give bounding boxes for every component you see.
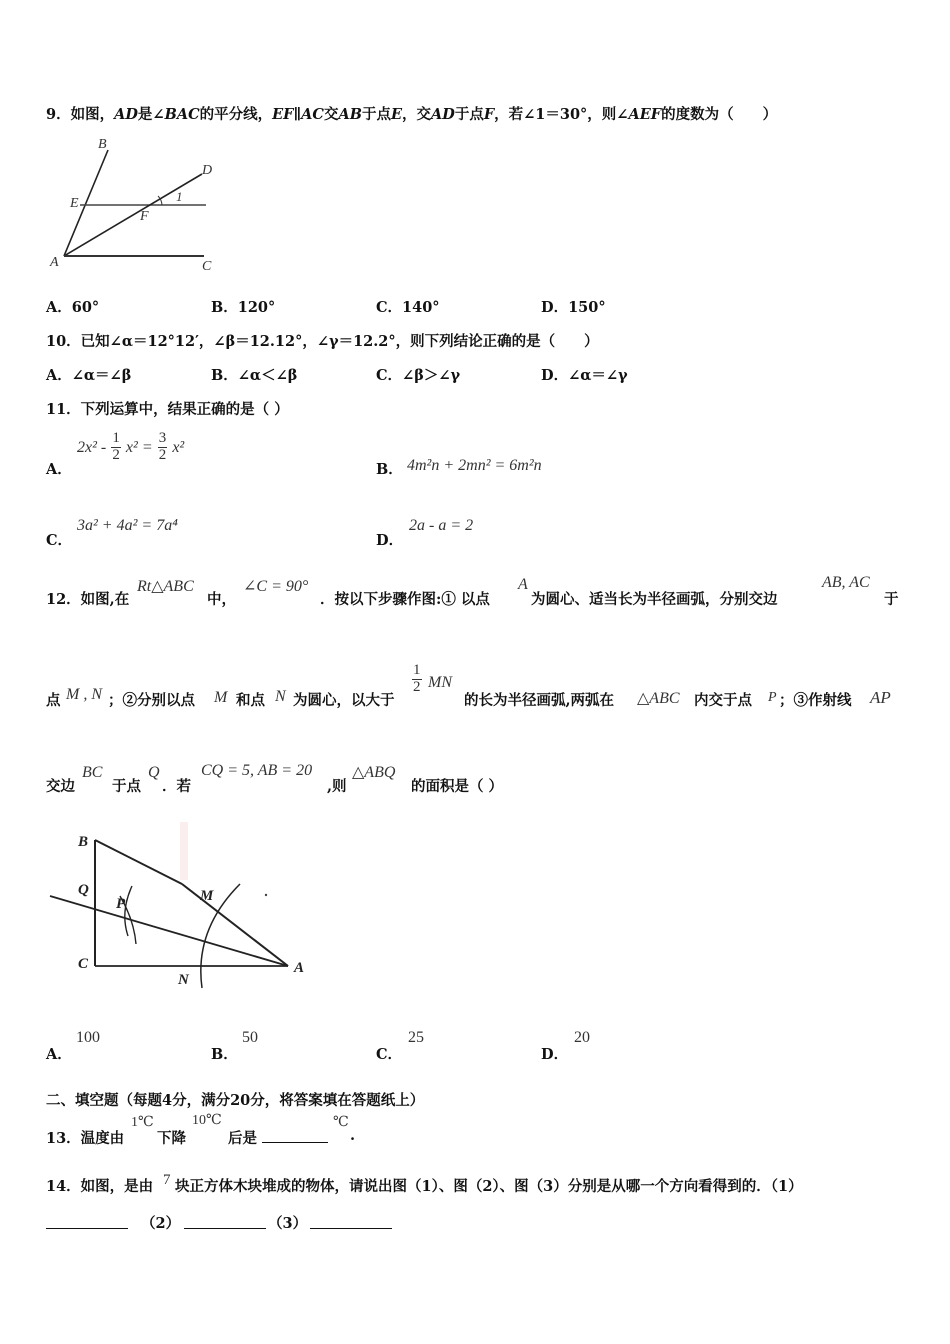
- q10-option-a[interactable]: A．∠α＝∠β: [46, 367, 132, 384]
- q14-answer-2[interactable]: [184, 1212, 266, 1229]
- q12-l2b: ；②分别以点: [108, 692, 195, 709]
- side-ab: [95, 840, 182, 884]
- q10-option-c[interactable]: C．∠β＞∠γ: [376, 367, 461, 384]
- q13-a: 13．温度由: [46, 1130, 125, 1147]
- q14-a: 14．如图，是由: [46, 1178, 154, 1195]
- q9-option-b[interactable]: B．120°: [211, 299, 276, 316]
- q12-option-b[interactable]: B．: [211, 1046, 238, 1063]
- q11-stem: 11．下列运算中，结果正确的是（ ）: [46, 401, 289, 418]
- fig12-label-Q: Q: [78, 882, 89, 898]
- ray-ad: [64, 174, 202, 256]
- q10-option-b[interactable]: B．∠α＜∠β: [211, 367, 298, 384]
- fig9-label-D: D: [202, 163, 213, 178]
- q12-angle-c: ∠C = 90°: [243, 578, 309, 595]
- q12-l3a: 交边: [46, 778, 75, 795]
- q11-option-d-expr: 2a - a = 2: [409, 517, 474, 534]
- q12-given: CQ = 5, AB = 20: [201, 762, 313, 779]
- q12-pt-m: M: [214, 689, 228, 706]
- q12-l2d: 为圆心，以大于: [293, 692, 395, 709]
- side-ab-2: [182, 884, 288, 966]
- q12-l2f: 内交于点: [694, 692, 752, 709]
- arc-p1: [125, 886, 132, 936]
- scan-mark: [180, 822, 188, 880]
- q12-line1: 12．如图,在: [46, 591, 130, 608]
- q12-l2a: 点: [46, 692, 61, 709]
- q14-answer-1[interactable]: [46, 1212, 128, 1229]
- fig9-label-C: C: [202, 259, 212, 274]
- q14-l3: （3）: [268, 1215, 308, 1232]
- q12-l3c: ．若: [162, 778, 191, 795]
- q9-option-a[interactable]: A．60°: [46, 299, 100, 316]
- fig9-label-1: 1: [176, 189, 183, 204]
- q14-l2: （2）: [141, 1215, 181, 1232]
- q10-option-d[interactable]: D．∠α＝∠γ: [541, 367, 628, 384]
- q12-frac: $\frac{1}{2}$: [413, 662, 421, 695]
- section-2-heading: 二、填空题（每题4分，满分20分，将答案填在答题纸上）: [46, 1092, 425, 1109]
- q11-option-a-expr: 2x² - $\frac{1}{2}$ x² = $\frac{3}{2}$ x²: [77, 430, 185, 463]
- q11-a-frac2: $\frac{3}{2}$: [158, 430, 167, 463]
- q12-l1b: 中，: [207, 591, 236, 608]
- q12-ap: AP: [870, 688, 891, 707]
- q12-pt-q: Q: [148, 764, 160, 781]
- q12-tri-abq: △ABQ: [352, 764, 396, 781]
- fig12-label-P: P: [116, 896, 126, 912]
- q11-a-frac1: $\frac{1}{2}$: [112, 430, 120, 463]
- q12-l1c: ．按以下步骤作图:① 以点: [320, 591, 490, 608]
- q12-bc: BC: [82, 764, 103, 781]
- q12-option-c-value: 25: [408, 1029, 424, 1046]
- q12-l2g: ；③作射线: [779, 692, 852, 709]
- q14-answer-3[interactable]: [310, 1212, 392, 1229]
- fig9-label-A: A: [50, 255, 59, 270]
- q13-b: 下降: [157, 1130, 186, 1147]
- q12-pt-n: N: [275, 688, 286, 705]
- q12-ab-ac: AB, AC: [822, 574, 870, 591]
- q9-figure: [44, 130, 234, 280]
- q12-l2e: 的长为半径画弧,两弧在: [464, 692, 615, 709]
- q12-mn-pts: M , N: [66, 686, 102, 703]
- fig12-label-N: N: [178, 972, 189, 988]
- q12-rt-abc: Rt△ABC: [137, 578, 194, 595]
- fig12-label-M: M: [200, 888, 214, 904]
- q11-option-b-expr: 4m²n + 2mn² = 6m²n: [407, 457, 542, 474]
- q11-option-c-expr: 3a² + 4a² = 7a⁴: [77, 517, 178, 534]
- q11-option-b[interactable]: B．: [376, 461, 403, 478]
- fig12-label-B: B: [78, 834, 89, 850]
- q12-option-b-value: 50: [242, 1029, 258, 1046]
- q13-end: .: [350, 1127, 356, 1144]
- q9-option-d[interactable]: D．150°: [541, 299, 606, 316]
- q12-pt-p: P: [768, 690, 777, 705]
- q12-option-d-value: 20: [574, 1029, 590, 1046]
- q13-t2: 10℃: [192, 1113, 222, 1128]
- fig9-label-E: E: [70, 196, 79, 211]
- q12-pt-a: A: [518, 576, 528, 593]
- q12-l3e: 的面积是（ ）: [411, 778, 504, 795]
- q12-option-c[interactable]: C．: [376, 1046, 403, 1063]
- q12-l2c: 和点: [236, 692, 265, 709]
- q12-l1e: 于: [884, 591, 899, 608]
- q13-answer-blank[interactable]: [262, 1126, 328, 1143]
- fig12-label-C: C: [78, 956, 89, 972]
- q12-l3b: 于点: [112, 778, 141, 795]
- q11-option-a[interactable]: A．: [46, 461, 72, 478]
- q12-option-a-value: 100: [76, 1029, 100, 1046]
- q14-b: 块正方体木块堆成的物体，请说出图（1）、图（2）、图（3）分别是从哪一个方向看得到的．（1）: [175, 1178, 803, 1195]
- fig12-label-A: A: [294, 960, 305, 976]
- q10-stem: 10．已知∠α＝12°12′，∠β＝12.12°，∠γ＝12.2°，则下列结论正确的是（ ）: [46, 333, 599, 350]
- dot: [265, 894, 267, 896]
- q13-c: 后是: [228, 1130, 257, 1147]
- q12-tri-abc: △ABC: [637, 690, 680, 707]
- q9-option-c[interactable]: C．140°: [376, 299, 440, 316]
- q12-l3d: ,则: [327, 778, 347, 795]
- q9-stem: 9．如图，AD是∠BAC的平分线，EF∥AC交AB于点E，交AD于点F，若∠1＝30°，则∠AEF的度数为（ ）: [46, 106, 778, 123]
- q11-option-c[interactable]: C．: [46, 532, 73, 549]
- q12-figure: [44, 820, 334, 1000]
- q13-unit: ℃: [333, 1115, 349, 1130]
- fig9-label-F: F: [140, 209, 149, 224]
- q12-mn: MN: [428, 674, 452, 691]
- q12-option-a[interactable]: A．: [46, 1046, 72, 1063]
- q12-option-d[interactable]: D．: [541, 1046, 569, 1063]
- q12-l1d: 为圆心、适当长为半径画弧，分别交边: [531, 591, 778, 608]
- fig9-label-B: B: [98, 137, 107, 152]
- q11-option-d[interactable]: D．: [376, 532, 404, 549]
- q14-seven: 7: [163, 1172, 171, 1188]
- q13-t1: 1℃: [131, 1115, 154, 1130]
